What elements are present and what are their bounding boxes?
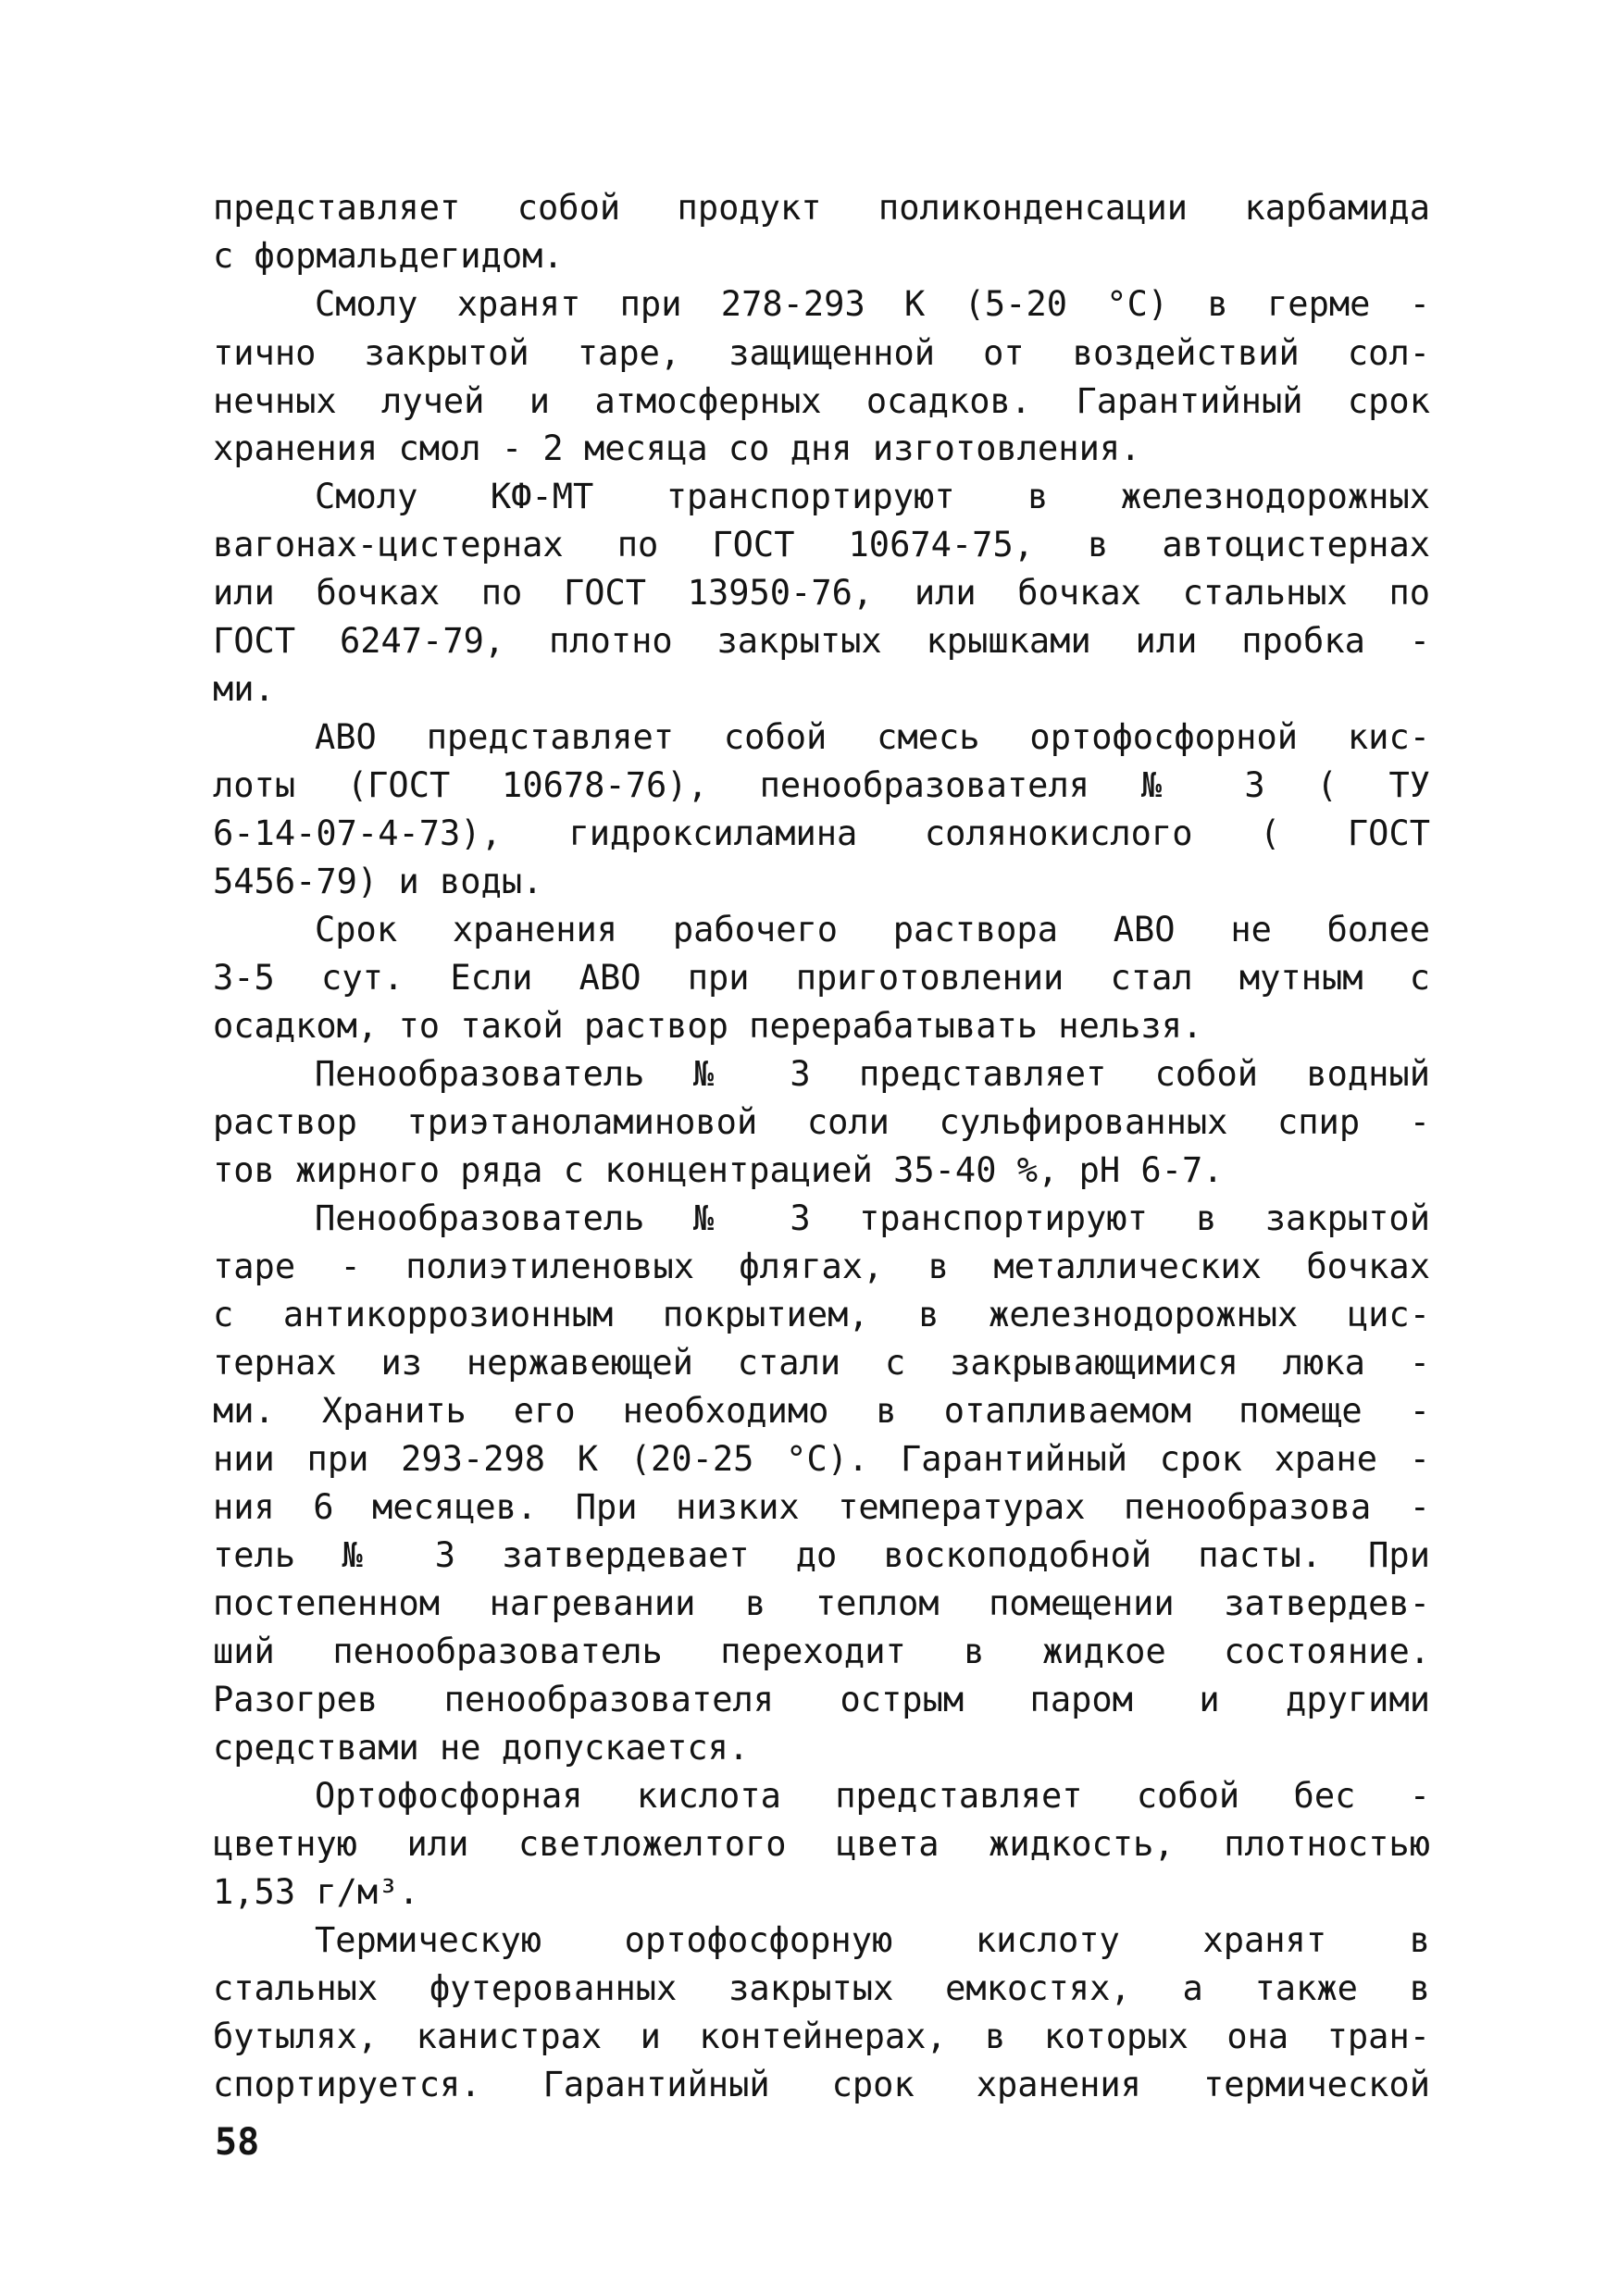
text-line: цветную или светложелтого цвета жидкость, плотностью: [213, 1824, 1430, 1864]
text-line: Термическую ортофосфорную кислоту хранят в: [315, 1920, 1430, 1960]
text-line: стальных футерованных закрытых емкостях, а также в: [213, 1968, 1430, 2008]
text-line: постепенном нагревании в теплом помещении затвердев-: [213, 1583, 1430, 1623]
text-line: Разогрев пенообразователя острым паром и другими: [213, 1680, 1430, 1719]
text-line: ми. Хранить его необходимо в отапливаемом помеще -: [213, 1391, 1430, 1431]
text-line: Смолу хранят при 278-293 К (5-20 °С) в герме -: [315, 284, 1430, 324]
text-line: 3-5 сут. Если АВО при приготовлении стал мутным с: [213, 958, 1430, 998]
text-line: тернах из нержавеющей стали с закрывающимися люка -: [213, 1343, 1430, 1383]
text-line: вагонах-цистернах по ГОСТ 10674-75, в автоцистернах: [213, 525, 1430, 565]
text-line: лоты (ГОСТ 10678-76), пенообразователя № 3 ( ТУ: [213, 765, 1430, 805]
text-line: таре - полиэтиленовых флягах, в металлических бочках: [213, 1247, 1430, 1286]
text-line: АВО представляет собой смесь ортофосфорной кис-: [315, 717, 1430, 757]
text-line: Ортофосфорная кислота представляет собой бес -: [315, 1776, 1430, 1816]
text-line: 1,53 г/м³.: [213, 1872, 419, 1912]
text-line: средствами не допускается.: [213, 1728, 750, 1768]
text-line: осадком, то такой раствор перерабатывать нельзя.: [213, 1006, 1203, 1046]
text-line: 6-14-07-4-73), гидроксиламина солянокислого ( ГОСТ: [213, 813, 1430, 853]
text-line: ми.: [213, 669, 275, 709]
text-line: Пенообразователь № 3 представляет собой водный: [315, 1054, 1430, 1094]
text-line: Срок хранения рабочего раствора АВО не более: [315, 910, 1430, 949]
text-line: Смолу КФ-МТ транспортируют в железнодорожных: [315, 477, 1430, 516]
text-line: нии при 293-298 К (20-25 °С). Гарантийный срок хране -: [213, 1439, 1430, 1479]
page-number: 58: [215, 2121, 260, 2164]
text-line: спортируется. Гарантийный срок хранения термической: [213, 2065, 1430, 2104]
text-line: нечных лучей и атмосферных осадков. Гарантийный срок: [213, 381, 1430, 421]
text-line: ший пенообразователь переходит в жидкое состояние.: [213, 1632, 1430, 1671]
text-line: Пенообразователь № 3 транспортируют в закрытой: [315, 1198, 1430, 1238]
text-line: ния 6 месяцев. При низких температурах пенообразова -: [213, 1487, 1430, 1527]
text-line: с формальдегидом.: [213, 236, 564, 276]
text-line: раствор триэтаноламиновой соли сульфированных спир -: [213, 1102, 1430, 1142]
text-line: или бочках по ГОСТ 13950-76, или бочках стальных по: [213, 573, 1430, 613]
text-line: тов жирного ряда с концентрацией 35-40 %, рН 6-7.: [213, 1150, 1224, 1190]
text-line: тель № 3 затвердевает до воскоподобной пасты. При: [213, 1535, 1430, 1575]
text-line: 5456-79) и воды.: [213, 862, 543, 901]
text-line: бутылях, канистрах и контейнерах, в которых она тран-: [213, 2017, 1430, 2056]
text-line: представляет собой продукт поликонденсации карбамида: [213, 188, 1430, 228]
text-line: хранения смол - 2 месяца со дня изготовления.: [213, 428, 1141, 468]
text-line: ГОСТ 6247-79, плотно закрытых крышками или пробка -: [213, 621, 1430, 661]
text-line: с антикоррозионным покрытием, в железнодорожных цис-: [213, 1295, 1430, 1334]
text-line: тично закрытой таре, защищенной от воздействий сол-: [213, 333, 1430, 373]
